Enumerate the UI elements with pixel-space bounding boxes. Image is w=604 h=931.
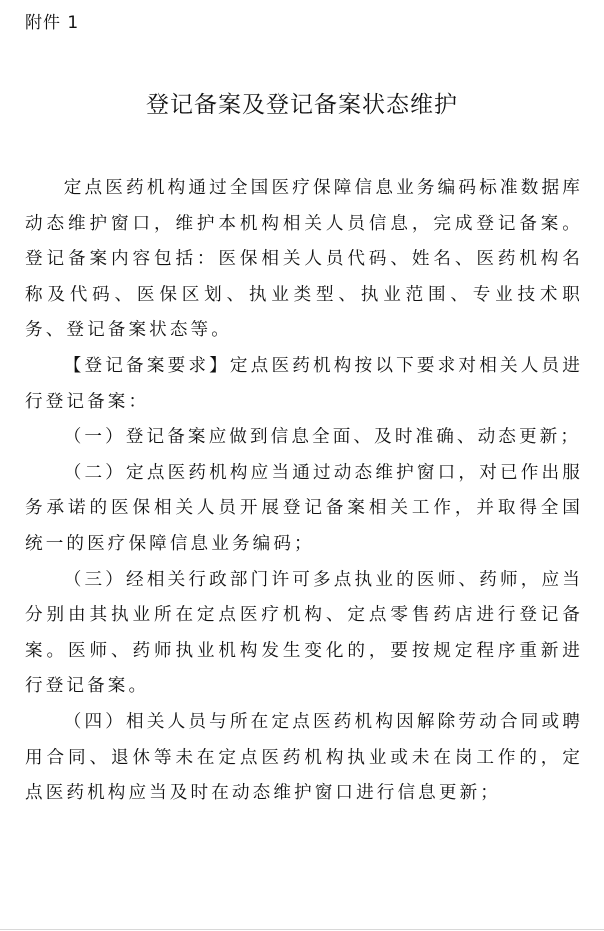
paragraph-item-4: （四）相关人员与所在定点医药机构因解除劳动合同或聘用合同、退休等未在定点医药机构执业或未在岗工作的，定点医药机构应当及时在动态维护窗口进行信息更新； — [25, 711, 583, 804]
paragraph-requirements-heading: 【登记备案要求】定点医药机构按以下要求对相关人员进行登记备案： — [25, 355, 583, 412]
page-bottom-divider — [0, 929, 604, 930]
paragraph-item-3: （三）经相关行政部门许可多点执业的医师、药师，应当分别由其执业所在定点医疗机构、定点零售药店进行登记备案。医师、药师执业机构发生变化的，要按规定程序重新进行登记备案。 — [25, 569, 583, 697]
paragraph-item-2: （二）定点医药机构应当通过动态维护窗口，对已作出服务承诺的医保相关人员开展登记备案相关工作，并取得全国统一的医疗保障信息业务编码； — [25, 462, 583, 554]
paragraph-item-1: （一）登记备案应做到信息全面、及时准确、动态更新； — [63, 427, 582, 448]
attachment-label: 附件 1 — [25, 13, 80, 33]
paragraph-intro: 定点医药机构通过全国医疗保障信息业务编码标准数据库动态维护窗口，维护本机构相关人员信息，完成登记备案。登记备案内容包括：医保相关人员代码、姓名、医药机构名称及代码、医保区划、执业类型、执业范围、专业技术职务、登记备案状态等。 — [25, 178, 583, 341]
document-title: 登记备案及登记备案状态维护 — [146, 92, 458, 118]
document-body — [25, 171, 583, 812]
